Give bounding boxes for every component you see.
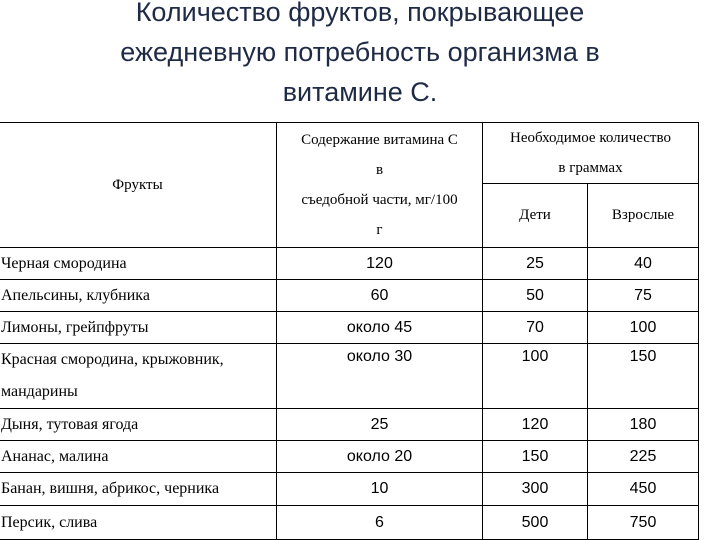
title-line-1: Количество фруктов, покрывающее: [135, 0, 585, 27]
page-title: [0, 0, 720, 112]
cell-fruit: Черная смородина: [0, 248, 277, 280]
cell-fruit: [0, 344, 277, 409]
cell-children: 300: [483, 473, 588, 506]
cell-children: 70: [483, 312, 588, 344]
cell-children: 25: [483, 248, 588, 280]
cell-adults: 100: [588, 312, 699, 344]
cell-fruit-line-2: мандарины: [1, 383, 78, 400]
header-required-line-1: Необходимое количество: [510, 130, 671, 146]
cell-children: 100: [483, 344, 588, 409]
cell-vitamin: 60: [277, 280, 483, 312]
table-row: [0, 441, 699, 473]
cell-adults: 180: [588, 409, 699, 441]
header-vitamin-line-2: в: [375, 162, 384, 178]
cell-adults: 40: [588, 248, 699, 280]
cell-vitamin: 25: [277, 409, 483, 441]
table-row: [0, 312, 699, 344]
cell-adults: 150: [588, 344, 699, 409]
table-row: [0, 280, 699, 312]
header-vitamin-line-1: Содержание витамина С: [301, 132, 458, 148]
cell-adults: 75: [588, 280, 699, 312]
header-fruits: Фрукты: [0, 123, 277, 248]
cell-adults: 750: [588, 506, 699, 540]
table-row: [0, 506, 699, 540]
cell-children: 500: [483, 506, 588, 540]
cell-vitamin: около 45: [277, 312, 483, 344]
cell-adults: 225: [588, 441, 699, 473]
table-row: [0, 344, 699, 409]
header-children: Дети: [483, 184, 588, 248]
cell-fruit: Банан, вишня, абрикос, черника: [0, 473, 277, 506]
header-adults: Взрослые: [588, 184, 699, 248]
cell-fruit: Апельсины, клубника: [0, 280, 277, 312]
header-vitamin-content: [277, 123, 483, 248]
cell-vitamin: 120: [277, 248, 483, 280]
cell-fruit: Персик, слива: [0, 506, 277, 540]
cell-adults: 450: [588, 473, 699, 506]
cell-vitamin: около 20: [277, 441, 483, 473]
cell-children: 150: [483, 441, 588, 473]
title-line-3: витамине С.: [282, 77, 438, 107]
header-vitamin-line-3: съедобной части, мг/100: [301, 192, 458, 208]
cell-vitamin: 10: [277, 473, 483, 506]
cell-children: 50: [483, 280, 588, 312]
table-row: [0, 473, 699, 506]
table-row: [0, 248, 699, 280]
title-line-2: ежедневную потребность организма в: [120, 37, 600, 67]
cell-fruit-line-1: Красная смородина, крыжовник,: [1, 351, 224, 368]
cell-fruit: Лимоны, грейпфруты: [0, 312, 277, 344]
header-required-line-2: в граммах: [558, 160, 623, 176]
cell-vitamin: 6: [277, 506, 483, 540]
vitamin-c-table: [0, 122, 699, 540]
cell-fruit: Ананас, малина: [0, 441, 277, 473]
cell-children: 120: [483, 409, 588, 441]
cell-fruit: Дыня, тутовая ягода: [0, 409, 277, 441]
cell-vitamin: около 30: [277, 344, 483, 409]
header-vitamin-line-4: г: [376, 222, 383, 238]
header-required-amount: [483, 123, 699, 184]
table-row: [0, 409, 699, 441]
